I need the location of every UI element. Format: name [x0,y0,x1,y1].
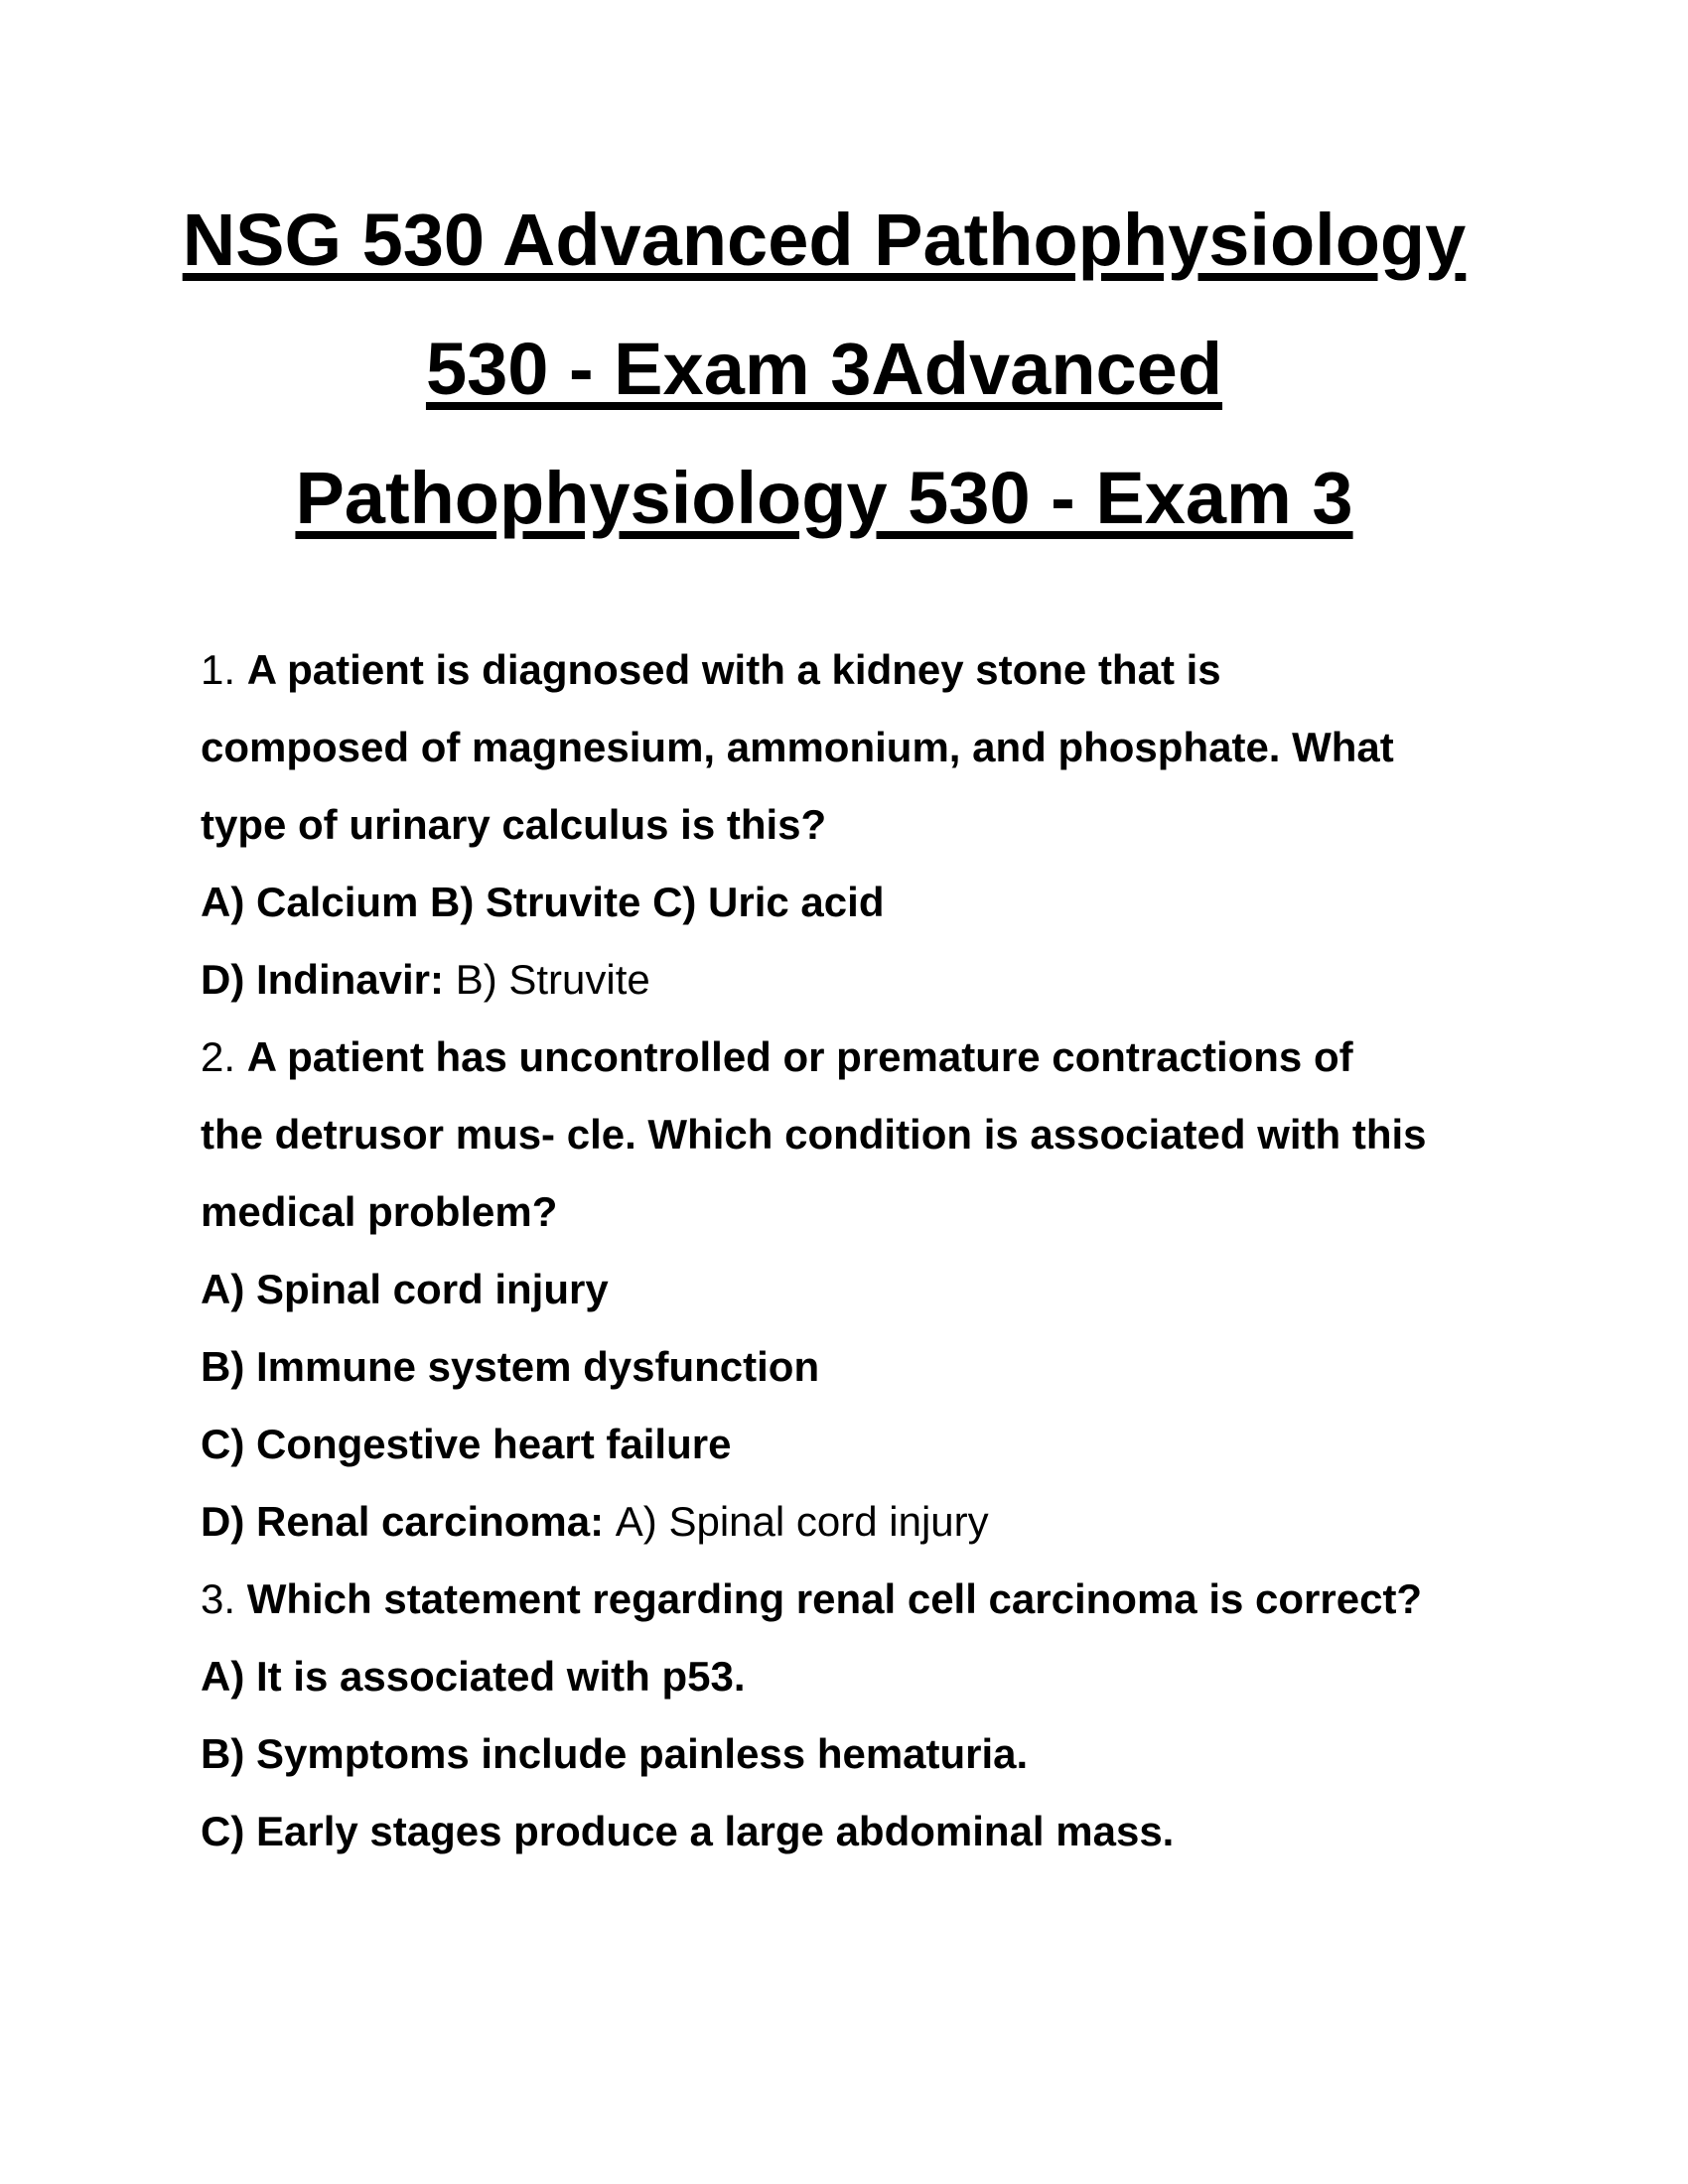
text-line [201,1715,1511,1793]
text-segment-bold: A patient is diagnosed with a kidney stone that is [246,646,1221,693]
text-line [201,1561,1511,1638]
text-line [201,631,1511,709]
text-line [201,1251,1511,1328]
text-line [201,709,1511,786]
text-segment-bold: A) Spinal cord injury [201,1266,609,1312]
text-line [201,1096,1511,1173]
text-line [201,1483,1511,1561]
text-segment-bold: medical problem? [201,1188,558,1235]
text-segment-bold: A) It is associated with p53. [201,1653,746,1700]
question-list [201,631,1511,1870]
text-line [201,1638,1511,1715]
text-segment-bold: Which statement regarding renal cell carcinoma is correct? [246,1575,1423,1622]
text-segment-regular: A) Spinal cord injury [615,1498,989,1545]
text-line [201,786,1511,864]
text-segment-regular: 2. [201,1033,247,1080]
document-title [179,176,1470,563]
text-segment-regular: 3. [201,1575,247,1622]
text-segment-bold: D) Renal carcinoma: [201,1498,616,1545]
text-line [201,1173,1511,1251]
text-segment-bold: B) Immune system dysfunction [201,1343,820,1390]
text-segment-bold: A patient has uncontrolled or premature contractions of [246,1033,1353,1080]
text-segment-bold: composed of magnesium, ammonium, and phosphate. What [201,724,1394,770]
text-segment-bold: A) Calcium B) Struvite C) Uric acid [201,879,885,925]
title-line-text: 530 - Exam 3Advanced [425,328,1223,410]
title-line [179,434,1470,563]
title-line [179,176,1470,305]
text-segment-bold: C) Early stages produce a large abdominal mass. [201,1808,1175,1854]
text-segment-bold: D) Indinavir: [201,956,456,1003]
title-line-text: NSG 530 Advanced Pathophysiology [182,199,1467,281]
text-segment-bold: C) Congestive heart failure [201,1421,732,1467]
text-segment-regular: B) Struvite [455,956,650,1003]
text-segment-bold: type of urinary calculus is this? [201,801,827,848]
text-line [201,1328,1511,1406]
title-line-text: Pathophysiology 530 - Exam 3 [295,457,1353,539]
title-line [179,305,1470,434]
text-line [201,941,1511,1019]
text-segment-bold: B) Symptoms include painless hematuria. [201,1730,1029,1777]
text-line [201,1793,1511,1870]
text-segment-regular: 1. [201,646,247,693]
text-segment-bold: the detrusor mus- cle. Which condition is associated with this [201,1111,1427,1158]
text-line [201,1406,1511,1483]
text-line [201,864,1511,941]
text-line [201,1019,1511,1096]
